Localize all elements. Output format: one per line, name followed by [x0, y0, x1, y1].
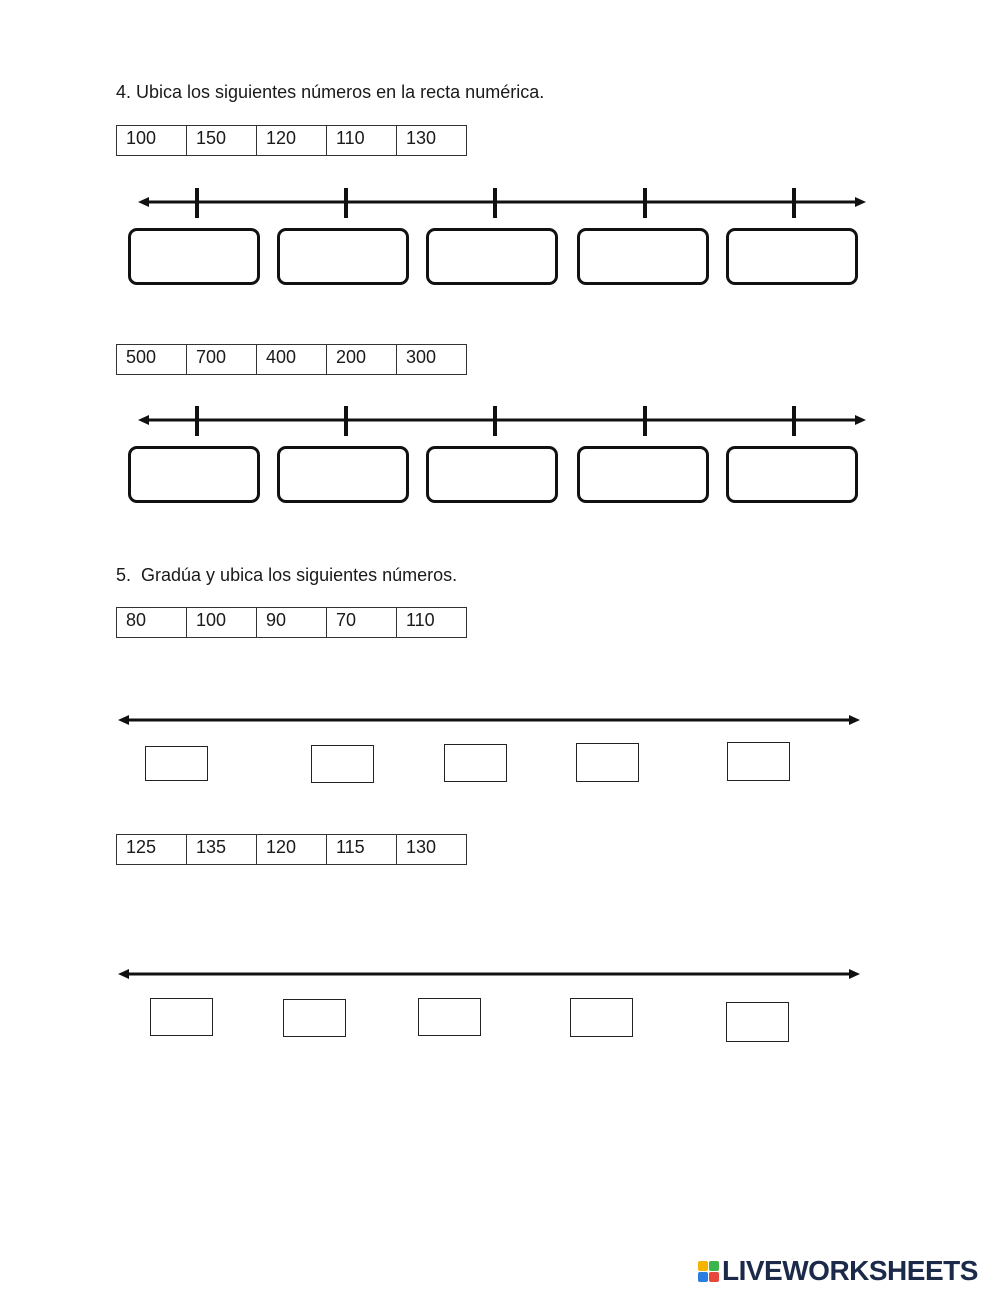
answer-box[interactable] [726, 1002, 789, 1042]
number-cell: 135 [187, 835, 257, 865]
logo-block [709, 1261, 719, 1271]
number-line-4 [0, 964, 1000, 984]
number-cell: 90 [257, 608, 327, 638]
number-cell: 115 [327, 835, 397, 865]
answer-box[interactable] [444, 744, 507, 782]
number-cell: 200 [327, 345, 397, 375]
answer-box[interactable] [426, 446, 558, 503]
answer-box[interactable] [577, 228, 709, 285]
exercise-4-title: 4. Ubica los siguientes números en la recta numérica. [116, 82, 545, 102]
arrow-left-icon [138, 415, 149, 425]
number-cell: 100 [187, 608, 257, 638]
number-cell: 120 [257, 126, 327, 156]
answer-box[interactable] [145, 746, 208, 781]
arrow-right-icon [849, 715, 860, 725]
number-cell: 110 [397, 608, 467, 638]
logo-block [698, 1261, 708, 1271]
arrow-left-icon [118, 715, 129, 725]
answer-box[interactable] [726, 446, 858, 503]
number-cell: 400 [257, 345, 327, 375]
exercise-4-number-table-2 [116, 344, 467, 375]
number-cell: 300 [397, 345, 467, 375]
answer-box[interactable] [128, 228, 260, 285]
number-line-2 [0, 398, 1000, 443]
number-cell: 110 [327, 126, 397, 156]
number-line-1 [0, 180, 1000, 225]
number-cell: 700 [187, 345, 257, 375]
number-cell: 500 [117, 345, 187, 375]
logo-block [709, 1272, 719, 1282]
exercise-5-number-table-1 [116, 607, 467, 638]
number-cell: 120 [257, 835, 327, 865]
answer-box[interactable] [570, 998, 633, 1037]
arrow-right-icon [849, 969, 860, 979]
arrow-right-icon [855, 197, 866, 207]
number-line-3 [0, 710, 1000, 730]
answer-box[interactable] [418, 998, 481, 1036]
answer-box[interactable] [726, 228, 858, 285]
exercise-5-number-table-2 [116, 834, 467, 865]
arrow-right-icon [855, 415, 866, 425]
number-cell: 130 [397, 126, 467, 156]
answer-box[interactable] [577, 446, 709, 503]
answer-box[interactable] [311, 745, 374, 783]
answer-box[interactable] [283, 999, 346, 1037]
number-cell: 100 [117, 126, 187, 156]
number-cell: 125 [117, 835, 187, 865]
number-cell: 150 [187, 126, 257, 156]
liveworksheets-logo[interactable] [698, 1255, 978, 1287]
logo-text: LIVEWORKSHEETS [722, 1255, 978, 1286]
answer-box[interactable] [277, 228, 409, 285]
logo-block [698, 1272, 708, 1282]
arrow-left-icon [118, 969, 129, 979]
logo-blocks-icon [698, 1261, 719, 1282]
exercise-5-title: 5. Gradúa y ubica los siguientes números. [116, 565, 458, 585]
answer-box[interactable] [426, 228, 558, 285]
answer-box[interactable] [277, 446, 409, 503]
answer-box[interactable] [128, 446, 260, 503]
answer-box[interactable] [150, 998, 213, 1036]
exercise-4-number-table-1 [116, 125, 467, 156]
number-cell: 70 [327, 608, 397, 638]
answer-box[interactable] [576, 743, 639, 782]
answer-box[interactable] [727, 742, 790, 781]
arrow-left-icon [138, 197, 149, 207]
number-cell: 80 [117, 608, 187, 638]
number-cell: 130 [397, 835, 467, 865]
